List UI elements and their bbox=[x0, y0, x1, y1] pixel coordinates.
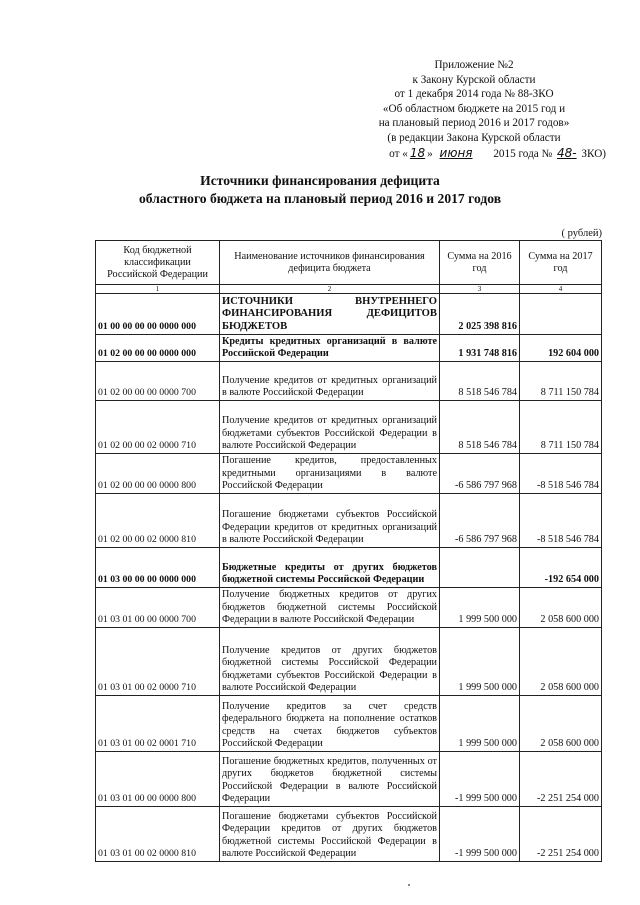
row-sum-2017: -2 251 254 000 bbox=[520, 752, 602, 807]
row-name: Получение кредитов от кредитных организаций в валюте Российской Федерации bbox=[220, 362, 440, 401]
row-code: 01 03 00 00 00 0000 000 bbox=[96, 548, 220, 588]
law-title-line-2: на плановый период 2016 и 2017 годов» bbox=[378, 117, 570, 130]
header-sum-2017: Сумма на 2017 год bbox=[520, 241, 602, 285]
row-name: Погашение бюджетами субъектов Российской Федерации кредитов от кредитных организаций в валюте Российской Федерации bbox=[220, 494, 440, 548]
row-code: 01 02 00 00 02 0000 810 bbox=[96, 494, 220, 548]
table-row bbox=[96, 454, 602, 494]
row-name: Погашение кредитов, предоставленных кредитными организациями в валюте Российской Федерации bbox=[220, 454, 440, 494]
row-sum-2016: 2 025 398 816 bbox=[440, 294, 520, 335]
amendment-day: 18 bbox=[409, 145, 426, 160]
row-sum-2016: 1 931 748 816 bbox=[440, 335, 520, 362]
table-row bbox=[96, 335, 602, 362]
row-code: 01 03 01 00 02 0001 710 bbox=[96, 696, 220, 752]
header-name: Наименование источников финансирования дефицита бюджета bbox=[220, 241, 440, 285]
row-name: ИСТОЧНИКИ ВНУТРЕННЕГО ФИНАНСИРОВАНИЯ ДЕФИЦИТОВ БЮДЖЕТОВ bbox=[220, 294, 440, 335]
row-sum-2016: -1 999 500 000 bbox=[440, 752, 520, 807]
row-sum-2017: 8 711 150 784 bbox=[520, 401, 602, 454]
column-number: 1 bbox=[96, 285, 220, 294]
financing-sources-table bbox=[95, 240, 602, 862]
row-sum-2016 bbox=[440, 548, 520, 588]
table-row bbox=[96, 588, 602, 628]
column-number: 2 bbox=[220, 285, 440, 294]
table-row bbox=[96, 362, 602, 401]
row-sum-2016: 8 518 546 784 bbox=[440, 362, 520, 401]
row-name: Получение кредитов от кредитных организаций бюджетами субъектов Российской Федерации в валюте Российской Федерации bbox=[220, 401, 440, 454]
row-name: Получение кредитов за счет средств федерального бюджета на пополнение остатков средств на счетах бюджетов субъектов Российской Федерации bbox=[220, 696, 440, 752]
document-title-line-1: Источники финансирования дефицита bbox=[200, 173, 440, 188]
row-sum-2016: 1 999 500 000 bbox=[440, 588, 520, 628]
row-sum-2017: 192 604 000 bbox=[520, 335, 602, 362]
row-name: Кредиты кредитных организаций в валюте Российской Федерации bbox=[220, 335, 440, 362]
column-number: 4 bbox=[520, 285, 602, 294]
table-row bbox=[96, 807, 602, 862]
row-sum-2017: 2 058 600 000 bbox=[520, 696, 602, 752]
amendment-suffix: ЗКО) bbox=[581, 147, 606, 160]
appendix-header bbox=[340, 58, 608, 161]
row-code: 01 02 00 00 00 0000 800 bbox=[96, 454, 220, 494]
amendment-prefix: от « bbox=[389, 147, 408, 160]
row-code: 01 02 00 00 02 0000 710 bbox=[96, 401, 220, 454]
row-sum-2017: -2 251 254 000 bbox=[520, 807, 602, 862]
row-code: 01 03 01 00 02 0000 710 bbox=[96, 628, 220, 696]
row-code: 01 03 01 00 00 0000 800 bbox=[96, 752, 220, 807]
row-name: Погашение бюджетами субъектов Российской Федерации кредитов от других бюджетов бюджетной системы Российской Федерации в валюте Российской Федерации bbox=[220, 807, 440, 862]
row-code: 01 02 00 00 00 0000 000 bbox=[96, 335, 220, 362]
row-sum-2017: -192 654 000 bbox=[520, 548, 602, 588]
table-row bbox=[96, 548, 602, 588]
scan-speck bbox=[408, 884, 410, 886]
law-title-line-1: «Об областном бюджете на 2015 год и bbox=[382, 102, 566, 115]
row-sum-2017 bbox=[520, 294, 602, 335]
row-sum-2017: 8 711 150 784 bbox=[520, 362, 602, 401]
law-date: от 1 декабря 2014 года № 88-ЗКО bbox=[394, 88, 554, 101]
law-reference: к Закону Курской области bbox=[412, 73, 536, 86]
row-code: 01 02 00 00 00 0000 700 bbox=[96, 362, 220, 401]
row-sum-2017: -8 518 546 784 bbox=[520, 454, 602, 494]
row-sum-2016: -1 999 500 000 bbox=[440, 807, 520, 862]
row-sum-2017: 2 058 600 000 bbox=[520, 588, 602, 628]
row-name: Погашение бюджетных кредитов, полученных от других бюджетов бюджетной системы Российской Федерации в валюте Российской Федерации bbox=[220, 752, 440, 807]
row-code: 01 03 01 00 02 0000 810 bbox=[96, 807, 220, 862]
table-row bbox=[96, 752, 602, 807]
row-code: 01 03 01 00 00 0000 700 bbox=[96, 588, 220, 628]
row-sum-2016: -6 586 797 968 bbox=[440, 454, 520, 494]
row-sum-2017: 2 058 600 000 bbox=[520, 628, 602, 696]
row-code: 01 00 00 00 00 0000 000 bbox=[96, 294, 220, 335]
row-sum-2016: 8 518 546 784 bbox=[440, 401, 520, 454]
table-row bbox=[96, 294, 602, 335]
document-title bbox=[0, 172, 640, 208]
table-row bbox=[96, 696, 602, 752]
row-name: Бюджетные кредиты от других бюджетов бюджетной системы Российской Федерации bbox=[220, 548, 440, 588]
row-name: Получение бюджетных кредитов от других бюджетов бюджетной системы Российской Федерации в валюте Российской Федерации bbox=[220, 588, 440, 628]
table-row bbox=[96, 494, 602, 548]
row-sum-2016: -6 586 797 968 bbox=[440, 494, 520, 548]
table-row bbox=[96, 628, 602, 696]
amendment-month: июня bbox=[439, 145, 473, 160]
row-sum-2017: -8 518 546 784 bbox=[520, 494, 602, 548]
amendment-date bbox=[340, 146, 608, 162]
header-code: Код бюджетной классификации Российской Федерации bbox=[96, 241, 220, 285]
row-sum-2016: 1 999 500 000 bbox=[440, 696, 520, 752]
amendment-mid: 2015 года № bbox=[493, 147, 553, 160]
units-label: ( рублей) bbox=[561, 228, 602, 239]
row-sum-2016: 1 999 500 000 bbox=[440, 628, 520, 696]
row-name: Получение кредитов от других бюджетов бюджетной системы Российской Федерации бюджетами субъектов Российской Федерации в валюте Российской Федерации bbox=[220, 628, 440, 696]
amendment-sep: » bbox=[427, 147, 433, 160]
header-sum-2016: Сумма на 2016 год bbox=[440, 241, 520, 285]
appendix-number: Приложение №2 bbox=[434, 59, 514, 71]
amendment-note: (в редакции Закона Курской области bbox=[387, 131, 561, 144]
column-number: 3 bbox=[440, 285, 520, 294]
table-row bbox=[96, 401, 602, 454]
document-title-line-2: областного бюджета на плановый период 2016 и 2017 годов bbox=[138, 191, 502, 206]
amendment-number: 48- bbox=[557, 145, 577, 160]
